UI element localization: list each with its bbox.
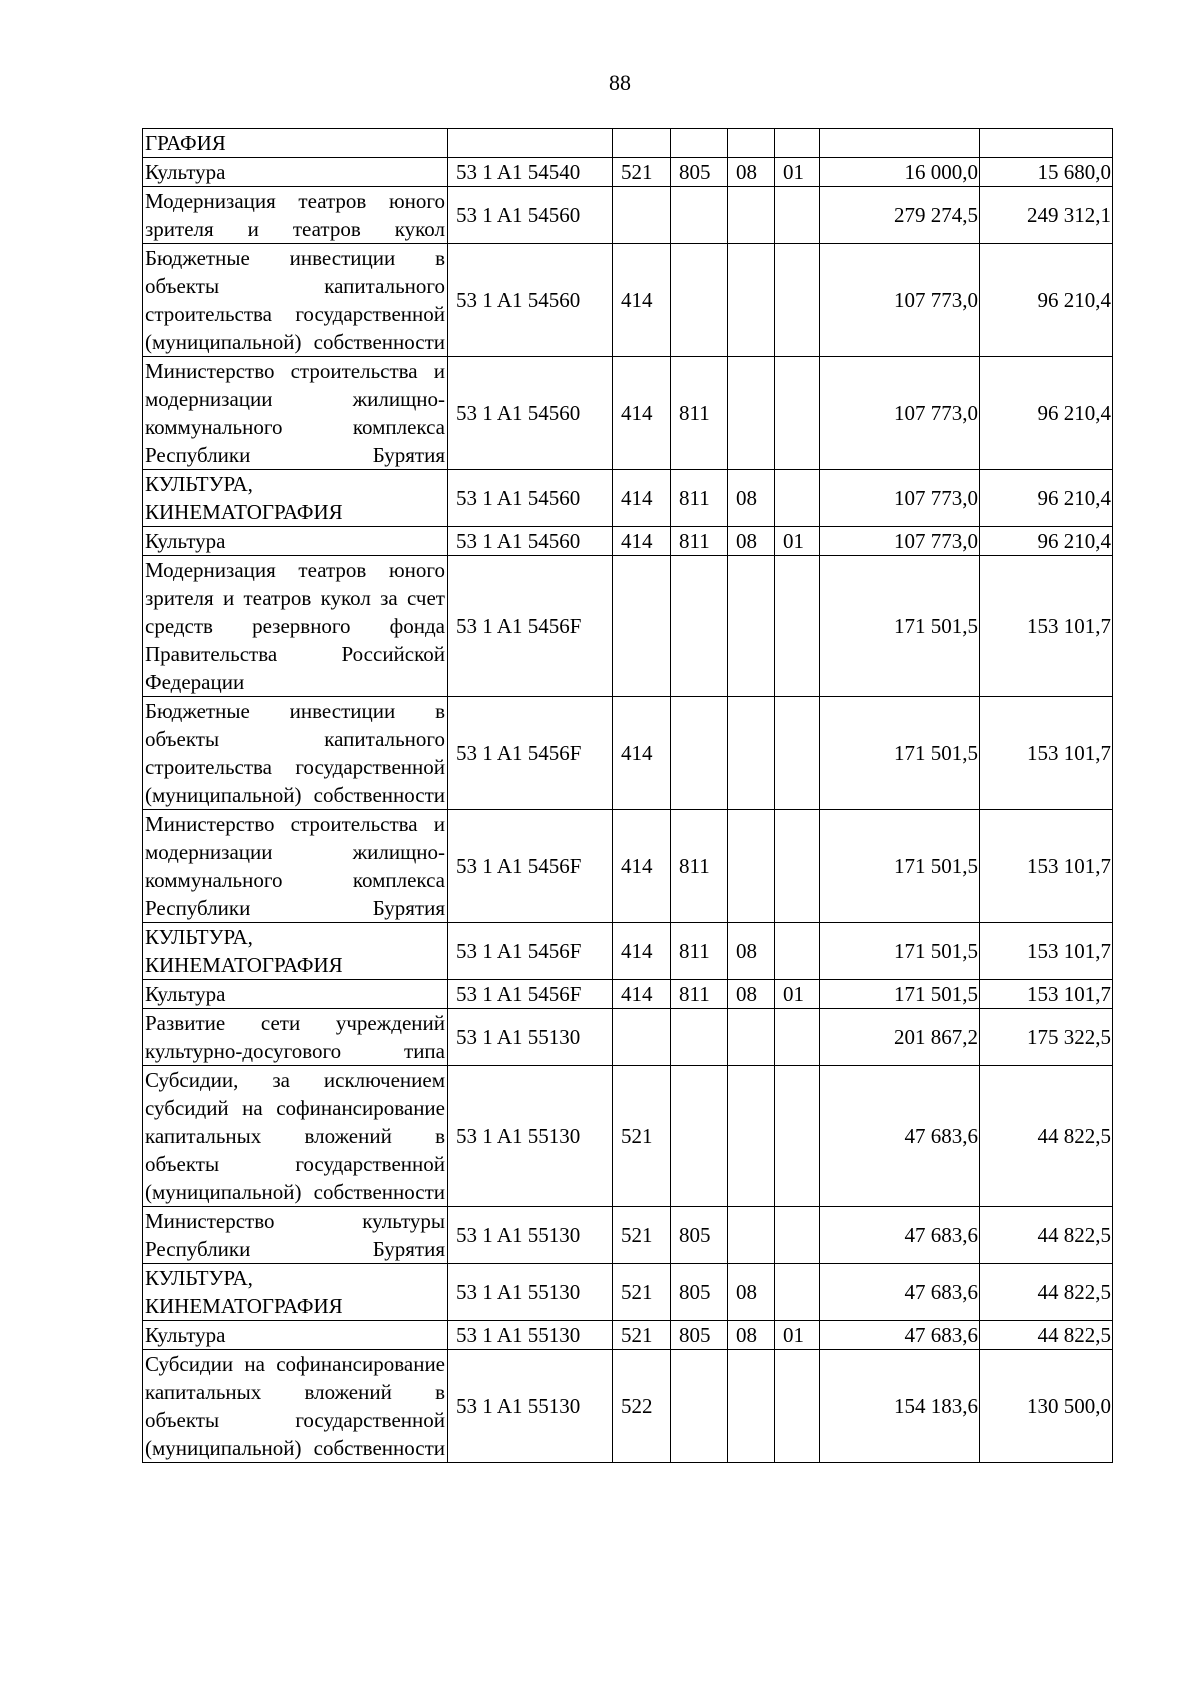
row-sum-2: 44 822,5 <box>980 1264 1113 1321</box>
row-sum-2: 153 101,7 <box>980 556 1113 697</box>
row-pr <box>775 1207 820 1264</box>
row-code: 53 1 A1 54560 <box>448 187 613 244</box>
row-name: Бюджетные инвестиции в объекты капитального строительства государственной (муниципальной) собственности <box>143 244 448 357</box>
row-code: 53 1 A1 54540 <box>448 158 613 187</box>
row-pr: 01 <box>775 980 820 1009</box>
row-name: Культура <box>143 980 448 1009</box>
row-sum-1: 171 501,5 <box>820 980 980 1009</box>
row-rz <box>728 697 775 810</box>
row-pr <box>775 923 820 980</box>
row-pr <box>775 1264 820 1321</box>
row-sum-1: 201 867,2 <box>820 1009 980 1066</box>
row-vr: 414 <box>613 244 671 357</box>
row-rz <box>728 357 775 470</box>
row-sum-2: 96 210,4 <box>980 527 1113 556</box>
row-vr <box>613 187 671 244</box>
table-row <box>143 1321 1113 1350</box>
row-code <box>448 129 613 158</box>
row-code: 53 1 A1 5456F <box>448 556 613 697</box>
row-sum-1: 107 773,0 <box>820 527 980 556</box>
row-code: 53 1 A1 54560 <box>448 244 613 357</box>
row-vr: 521 <box>613 1264 671 1321</box>
row-grbs: 805 <box>671 158 728 187</box>
row-name: Культура <box>143 1321 448 1350</box>
row-grbs: 811 <box>671 470 728 527</box>
row-vr: 522 <box>613 1350 671 1463</box>
row-sum-2: 96 210,4 <box>980 244 1113 357</box>
row-name: КУЛЬТУРА, КИНЕМАТОГРАФИЯ <box>143 470 448 527</box>
row-vr: 414 <box>613 527 671 556</box>
row-code: 53 1 A1 55130 <box>448 1321 613 1350</box>
row-grbs: 811 <box>671 980 728 1009</box>
row-name: Культура <box>143 158 448 187</box>
row-grbs <box>671 129 728 158</box>
table-row <box>143 129 1113 158</box>
row-vr: 521 <box>613 158 671 187</box>
row-code: 53 1 A1 55130 <box>448 1350 613 1463</box>
row-code: 53 1 A1 5456F <box>448 923 613 980</box>
table-row <box>143 1066 1113 1207</box>
row-pr <box>775 187 820 244</box>
row-grbs <box>671 1009 728 1066</box>
row-grbs <box>671 697 728 810</box>
row-name: Субсидии на софинансирование капитальных вложений в объекты государственной (муниципальной) собственности <box>143 1350 448 1463</box>
row-sum-1: 171 501,5 <box>820 697 980 810</box>
row-code: 53 1 A1 5456F <box>448 810 613 923</box>
row-sum-1: 47 683,6 <box>820 1264 980 1321</box>
row-pr <box>775 1350 820 1463</box>
row-grbs <box>671 187 728 244</box>
row-grbs: 805 <box>671 1321 728 1350</box>
row-rz: 08 <box>728 470 775 527</box>
table-row <box>143 556 1113 697</box>
table-row <box>143 697 1113 810</box>
table-row <box>143 158 1113 187</box>
row-vr: 414 <box>613 923 671 980</box>
row-sum-1: 47 683,6 <box>820 1321 980 1350</box>
row-sum-1: 171 501,5 <box>820 810 980 923</box>
row-grbs <box>671 244 728 357</box>
row-pr <box>775 697 820 810</box>
table-row <box>143 527 1113 556</box>
row-name: Министерство культуры Республики Бурятия <box>143 1207 448 1264</box>
row-grbs: 805 <box>671 1264 728 1321</box>
row-code: 53 1 A1 55130 <box>448 1207 613 1264</box>
table-row <box>143 470 1113 527</box>
row-sum-1: 47 683,6 <box>820 1207 980 1264</box>
table-row <box>143 357 1113 470</box>
row-vr <box>613 129 671 158</box>
row-sum-1: 107 773,0 <box>820 357 980 470</box>
row-vr <box>613 1009 671 1066</box>
row-pr: 01 <box>775 158 820 187</box>
row-rz <box>728 1066 775 1207</box>
row-sum-1: 47 683,6 <box>820 1066 980 1207</box>
row-pr <box>775 1066 820 1207</box>
row-sum-1: 16 000,0 <box>820 158 980 187</box>
row-name: Развитие сети учреждений культурно-досугового типа <box>143 1009 448 1066</box>
table-row <box>143 187 1113 244</box>
row-pr <box>775 1009 820 1066</box>
row-rz <box>728 1207 775 1264</box>
row-rz: 08 <box>728 980 775 1009</box>
table-row <box>143 923 1113 980</box>
row-sum-1: 171 501,5 <box>820 923 980 980</box>
row-grbs: 811 <box>671 357 728 470</box>
table-row <box>143 1207 1113 1264</box>
row-code: 53 1 A1 5456F <box>448 697 613 810</box>
row-vr: 521 <box>613 1066 671 1207</box>
row-vr: 414 <box>613 357 671 470</box>
row-vr: 521 <box>613 1207 671 1264</box>
row-rz: 08 <box>728 527 775 556</box>
row-code: 53 1 A1 5456F <box>448 980 613 1009</box>
page-number: 88 <box>609 70 631 95</box>
row-name: Министерство строительства и модернизации жилищно-коммунального комплекса Республики Бурятия <box>143 810 448 923</box>
row-vr: 414 <box>613 470 671 527</box>
row-sum-1: 107 773,0 <box>820 244 980 357</box>
row-name: КУЛЬТУРА, КИНЕМАТОГРАФИЯ <box>143 1264 448 1321</box>
row-pr: 01 <box>775 527 820 556</box>
table-row <box>143 244 1113 357</box>
table-row <box>143 980 1113 1009</box>
table-row <box>143 1350 1113 1463</box>
row-name: Бюджетные инвестиции в объекты капитального строительства государственной (муниципальной) собственности <box>143 697 448 810</box>
row-vr: 414 <box>613 697 671 810</box>
row-sum-1: 107 773,0 <box>820 470 980 527</box>
row-grbs: 811 <box>671 810 728 923</box>
row-sum-2: 153 101,7 <box>980 923 1113 980</box>
row-code: 53 1 A1 55130 <box>448 1009 613 1066</box>
row-pr <box>775 244 820 357</box>
row-name: Субсидии, за исключением субсидий на софинансирование капитальных вложений в объекты государственной (муниципальной) собственности <box>143 1066 448 1207</box>
row-vr: 414 <box>613 810 671 923</box>
row-name: Культура <box>143 527 448 556</box>
row-code: 53 1 A1 54560 <box>448 470 613 527</box>
row-sum-1: 171 501,5 <box>820 556 980 697</box>
row-name: КУЛЬТУРА, КИНЕМАТОГРАФИЯ <box>143 923 448 980</box>
row-rz: 08 <box>728 1264 775 1321</box>
row-rz <box>728 810 775 923</box>
row-grbs <box>671 1066 728 1207</box>
row-code: 53 1 A1 55130 <box>448 1066 613 1207</box>
row-sum-2: 44 822,5 <box>980 1066 1113 1207</box>
row-code: 53 1 A1 55130 <box>448 1264 613 1321</box>
row-name: ГРАФИЯ <box>143 129 448 158</box>
row-grbs <box>671 1350 728 1463</box>
row-sum-1 <box>820 129 980 158</box>
row-vr: 521 <box>613 1321 671 1350</box>
row-code: 53 1 A1 54560 <box>448 357 613 470</box>
table-row <box>143 1264 1113 1321</box>
row-rz <box>728 556 775 697</box>
row-sum-2: 44 822,5 <box>980 1207 1113 1264</box>
row-pr <box>775 129 820 158</box>
row-vr <box>613 556 671 697</box>
row-name: Модернизация театров юного зрителя и театров кукол <box>143 187 448 244</box>
row-sum-2: 153 101,7 <box>980 810 1113 923</box>
row-grbs: 811 <box>671 923 728 980</box>
row-grbs: 811 <box>671 527 728 556</box>
table-row <box>143 1009 1113 1066</box>
row-pr <box>775 810 820 923</box>
row-grbs <box>671 556 728 697</box>
row-name: Министерство строительства и модернизации жилищно-коммунального комплекса Республики Бурятия <box>143 357 448 470</box>
row-sum-2: 130 500,0 <box>980 1350 1113 1463</box>
row-rz: 08 <box>728 923 775 980</box>
budget-table-body <box>143 129 1113 1463</box>
row-pr: 01 <box>775 1321 820 1350</box>
row-sum-2: 175 322,5 <box>980 1009 1113 1066</box>
row-code: 53 1 A1 54560 <box>448 527 613 556</box>
row-rz <box>728 187 775 244</box>
row-sum-2: 153 101,7 <box>980 697 1113 810</box>
budget-table <box>142 128 1113 1463</box>
row-pr <box>775 470 820 527</box>
row-sum-2: 153 101,7 <box>980 980 1113 1009</box>
row-rz: 08 <box>728 158 775 187</box>
row-rz <box>728 1350 775 1463</box>
row-sum-1: 154 183,6 <box>820 1350 980 1463</box>
row-rz <box>728 1009 775 1066</box>
row-rz <box>728 244 775 357</box>
row-rz <box>728 129 775 158</box>
row-sum-2: 15 680,0 <box>980 158 1113 187</box>
row-rz: 08 <box>728 1321 775 1350</box>
row-vr: 414 <box>613 980 671 1009</box>
row-sum-2 <box>980 129 1113 158</box>
row-sum-2: 96 210,4 <box>980 470 1113 527</box>
row-pr <box>775 556 820 697</box>
table-row <box>143 810 1113 923</box>
row-sum-2: 44 822,5 <box>980 1321 1113 1350</box>
row-pr <box>775 357 820 470</box>
row-sum-2: 249 312,1 <box>980 187 1113 244</box>
row-sum-2: 96 210,4 <box>980 357 1113 470</box>
row-name: Модернизация театров юного зрителя и театров кукол за счет средств резервного фонда Правительства Российской Федерации <box>143 556 448 697</box>
row-grbs: 805 <box>671 1207 728 1264</box>
row-sum-1: 279 274,5 <box>820 187 980 244</box>
